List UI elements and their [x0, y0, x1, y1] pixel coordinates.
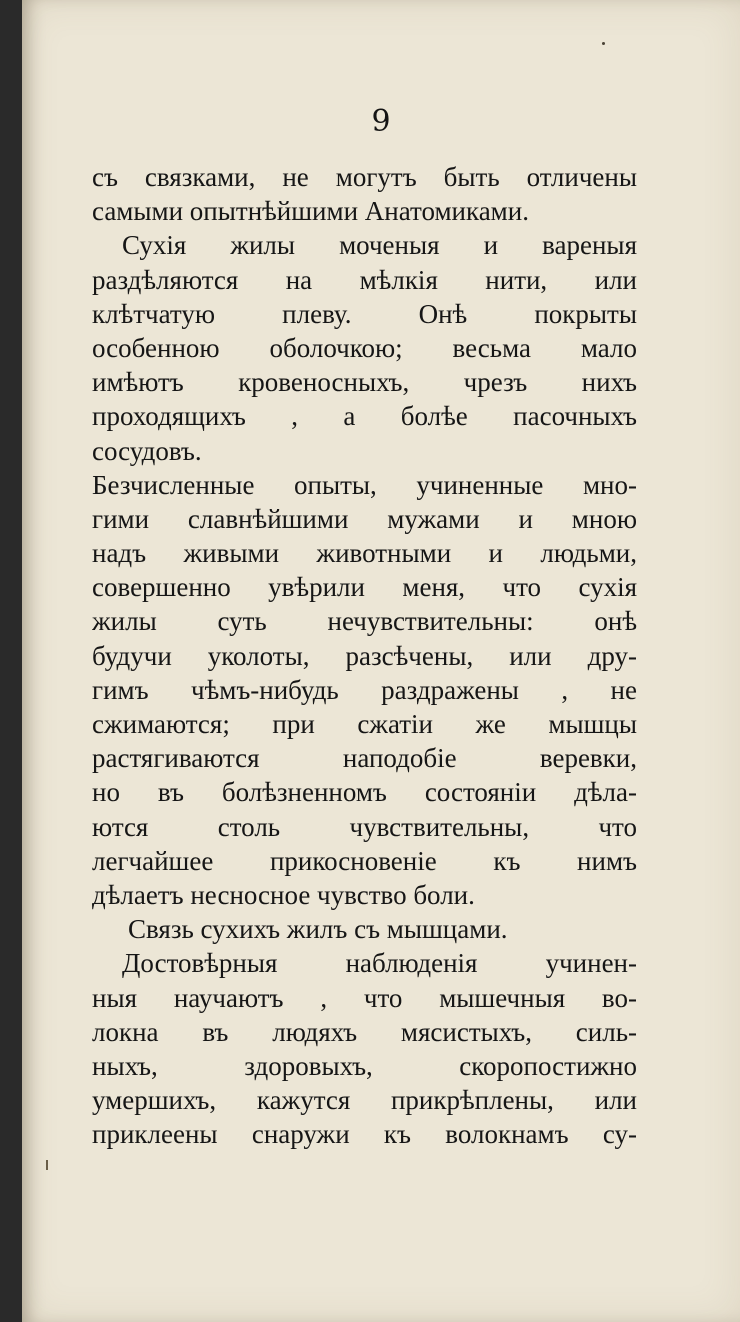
text-line: локна въ людяхъ мясистыхъ, силь-	[92, 1016, 637, 1047]
text-line: имѣютъ кровеносныхъ, чрезъ нихъ	[92, 367, 637, 398]
text-line: дѣлаетъ несносное чувство боли.	[92, 879, 475, 910]
page-number: 9	[371, 104, 391, 139]
text-line: растягиваются наподобіе веревки,	[92, 743, 637, 774]
text-line: самыми опытнѣйшими Анатомиками.	[92, 196, 529, 227]
text-line: легчайшее прикосновеніе къ нимъ	[92, 845, 637, 876]
text-line: но въ болѣзненномъ состояніи дѣла-	[92, 777, 637, 808]
text-line: приклеены снаружи къ волокнамъ су-	[92, 1119, 637, 1150]
text-line: умершихъ, кажутся прикрѣплены, или	[92, 1085, 637, 1116]
ink-speck	[46, 1160, 48, 1170]
text-line: проходящихъ , а болѣе пасочныхъ	[92, 401, 637, 432]
text-line: жилы суть нечувствительны: онѣ	[92, 606, 637, 637]
text-line: сосудовъ.	[92, 435, 202, 466]
text-line: Безчисленные опыты, учиненные мно-	[92, 469, 637, 500]
text-line: Достовѣрныя наблюденія учинен-	[122, 948, 637, 979]
book-page	[22, 0, 740, 1322]
text-line: особенною оболочкою; весьма мало	[92, 332, 637, 363]
text-line: гимъ чѣмъ-нибудь раздражены , не	[92, 674, 637, 705]
text-line: ются столь чувствительны, что	[92, 811, 637, 842]
text-line: раздѣляются на мѣлкія нити, или	[92, 264, 637, 295]
text-line: надъ живыми животными и людьми,	[92, 538, 637, 569]
text-line: ныхъ, здоровыхъ, скоропостижно	[92, 1050, 637, 1081]
text-line: Сухія жилы моченыя и вареныя	[122, 230, 637, 261]
section-heading: Связь сухихъ жилъ съ мышцами.	[128, 914, 508, 945]
text-line: будучи уколоты, разсѣчены, или дру-	[92, 640, 637, 671]
text-line: совершенно увѣрили меня, что сухія	[92, 572, 637, 603]
text-line: съ связками, не могутъ быть отличены	[92, 162, 637, 192]
text-line: гими славнѣйшими мужами и мною	[92, 503, 637, 534]
text-line: клѣтчатую плеву. Онѣ покрыты	[92, 298, 637, 329]
text-line: сжимаются; при сжатіи же мышцы	[92, 709, 637, 739]
body-text	[92, 160, 637, 1151]
text-line: ныя научаютъ , что мышечныя во-	[92, 982, 637, 1013]
ink-speck	[602, 42, 605, 45]
